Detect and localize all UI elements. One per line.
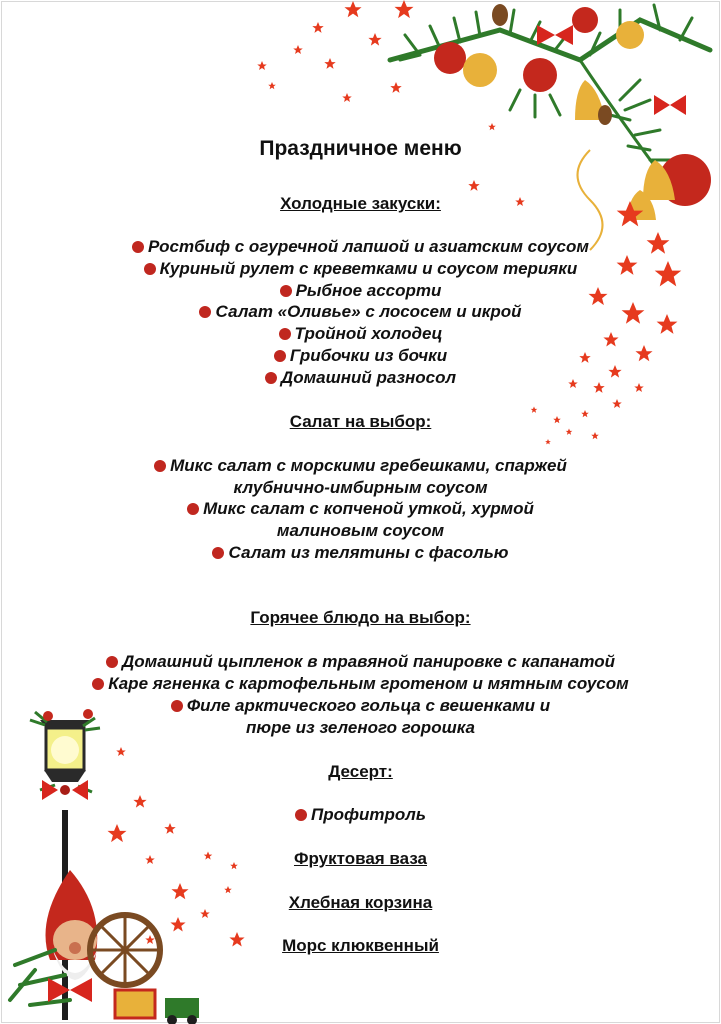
menu-item: Микс салат с морскими гребешками, спаржей [0,456,721,476]
bullet-icon [279,328,291,340]
menu-item: Рыбное ассорти [0,281,721,301]
bullet-icon [106,656,118,668]
bullet-icon [132,241,144,253]
bullet-icon [212,547,224,559]
bullet-icon [171,700,183,712]
bullet-icon [280,285,292,297]
menu-item: Домашний цыпленок в травяной панировке с капанатой [0,652,721,672]
extra-fruit-vase: Фруктовая ваза [293,849,427,868]
menu-item: Микс салат с копченой уткой, хурмой [0,499,721,519]
menu-item: Каре ягненка с картофельным гротеном и мятным соусом [0,674,721,694]
bullet-icon [265,372,277,384]
menu-item: Грибочки из бочки [0,346,721,366]
bullet-icon [187,503,199,515]
menu-item: Филе арктического гольца с вешенками и [0,696,721,716]
bullet-icon [154,460,166,472]
section-heading-cold-appetizers: Холодные закуски: [280,194,441,213]
bullet-icon [274,350,286,362]
extra-cranberry-drink: Морс клюквенный [282,936,439,955]
section-heading-hot-dish: Горячее блюдо на выбор: [250,608,471,627]
menu-item-continuation: пюре из зеленого горошка [246,718,475,737]
bullet-icon [144,263,156,275]
bullet-icon [92,678,104,690]
menu-item-continuation: клубнично-имбирным соусом [233,478,488,497]
menu-item: Ростбиф с огуречной лапшой и азиатским соусом [0,237,721,257]
menu-item: Салат из телятины с фасолью [0,543,721,563]
menu-item: Профитроль [0,805,721,825]
extra-bread-basket: Хлебная корзина [288,893,433,912]
menu-item-continuation: малиновым соусом [276,521,445,540]
section-heading-dessert: Десерт: [328,762,393,781]
menu-item: Куриный рулет с креветками и соусом терияки [0,259,721,279]
section-heading-salad: Салат на выбор: [289,412,432,431]
bullet-icon [295,809,307,821]
bullet-icon [199,306,211,318]
menu-item: Салат «Оливье» с лососем и икрой [0,302,721,322]
menu-title: Праздничное меню [259,137,462,160]
menu-item: Тройной холодец [0,324,721,344]
menu-item: Домашний разносол [0,368,721,388]
